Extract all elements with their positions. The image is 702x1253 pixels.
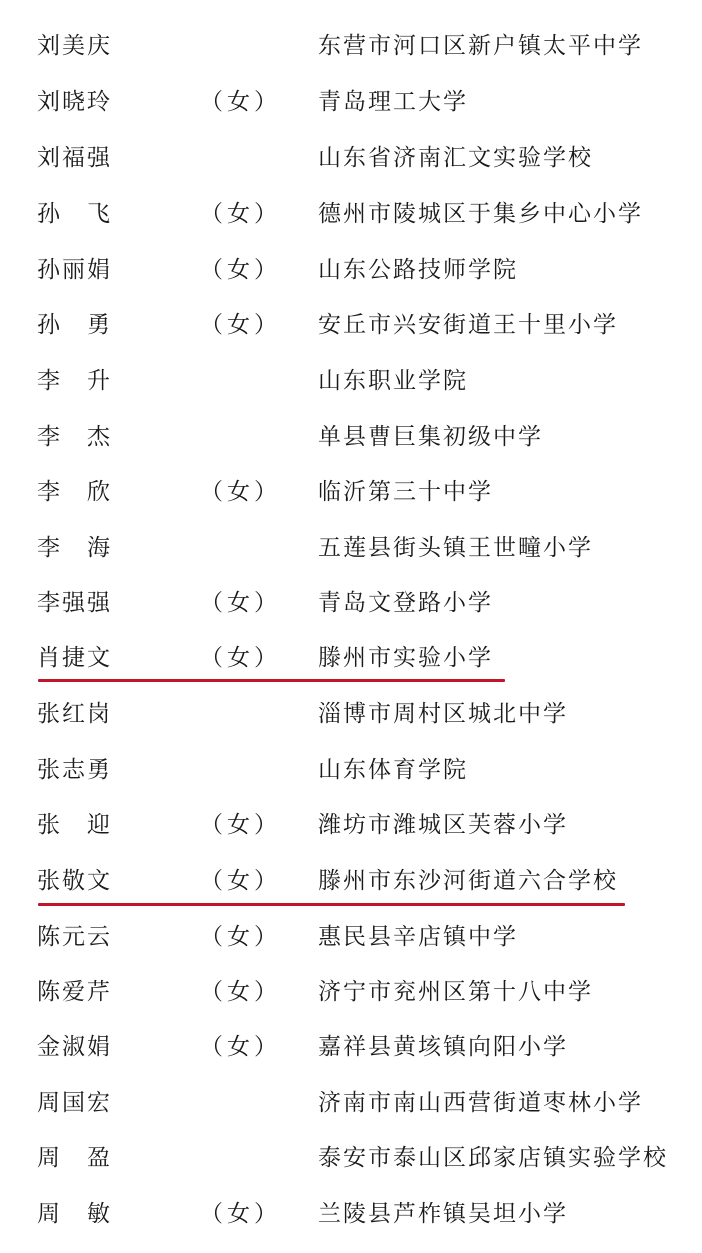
list-item bbox=[0, 575, 702, 631]
organization: 安丘市兴安街道王十里小学 bbox=[318, 312, 618, 338]
person-name: 陈爱芹 bbox=[37, 979, 112, 1005]
organization: 临沂第三十中学 bbox=[318, 479, 493, 505]
organization: 单县曹巨集初级中学 bbox=[318, 424, 543, 450]
organization: 青岛理工大学 bbox=[318, 89, 468, 115]
person-name: 孙丽娟 bbox=[37, 257, 112, 283]
gender-note: （女） bbox=[200, 312, 281, 338]
list-item bbox=[0, 686, 702, 742]
organization: 兰陵县芦柞镇吴坦小学 bbox=[318, 1201, 568, 1227]
gender-note: （女） bbox=[200, 479, 281, 505]
person-name: 李 欣 bbox=[37, 479, 112, 505]
organization: 淄博市周村区城北中学 bbox=[318, 701, 568, 727]
list-item bbox=[0, 18, 702, 74]
gender-note: （女） bbox=[200, 1034, 281, 1060]
organization: 滕州市实验小学 bbox=[318, 645, 493, 671]
organization: 潍坊市潍城区芙蓉小学 bbox=[318, 812, 568, 838]
gender-note: （女） bbox=[200, 257, 281, 283]
organization: 济宁市兖州区第十八中学 bbox=[318, 979, 593, 1005]
person-name: 周国宏 bbox=[37, 1090, 112, 1116]
list-item bbox=[0, 74, 702, 130]
list-item bbox=[0, 409, 702, 465]
organization: 东营市河口区新户镇太平中学 bbox=[318, 33, 643, 59]
person-name: 刘美庆 bbox=[37, 33, 112, 59]
red-underline bbox=[38, 903, 625, 906]
person-name: 周 敏 bbox=[37, 1201, 112, 1227]
organization: 泰安市泰山区邱家店镇实验学校 bbox=[318, 1145, 668, 1171]
organization: 德州市陵城区于集乡中心小学 bbox=[318, 201, 643, 227]
list-item bbox=[0, 297, 702, 353]
list-item bbox=[0, 520, 702, 576]
list-item bbox=[0, 742, 702, 798]
person-name: 张红岗 bbox=[37, 701, 112, 727]
person-name: 刘晓玲 bbox=[37, 89, 112, 115]
list-item bbox=[0, 1130, 702, 1186]
list-item bbox=[0, 186, 702, 242]
person-name: 李 海 bbox=[37, 535, 112, 561]
organization: 山东体育学院 bbox=[318, 757, 468, 783]
person-name: 金淑娟 bbox=[37, 1034, 112, 1060]
person-name: 陈元云 bbox=[37, 924, 112, 950]
list-item bbox=[0, 353, 702, 409]
person-name: 李强强 bbox=[37, 590, 112, 616]
gender-note: （女） bbox=[200, 201, 281, 227]
list-item bbox=[0, 464, 702, 520]
person-name: 李 杰 bbox=[37, 424, 112, 450]
organization: 山东公路技师学院 bbox=[318, 257, 518, 283]
person-name: 李 升 bbox=[37, 368, 112, 394]
list-item bbox=[0, 964, 702, 1020]
list-item bbox=[0, 630, 702, 686]
gender-note: （女） bbox=[200, 645, 281, 671]
organization: 五莲县街头镇王世疃小学 bbox=[318, 535, 593, 561]
list-item bbox=[0, 130, 702, 186]
organization: 嘉祥县黄垓镇向阳小学 bbox=[318, 1034, 568, 1060]
gender-note: （女） bbox=[200, 89, 281, 115]
list-item bbox=[0, 1075, 702, 1131]
organization: 山东职业学院 bbox=[318, 368, 468, 394]
person-name: 张敬文 bbox=[37, 868, 112, 894]
gender-note: （女） bbox=[200, 1201, 281, 1227]
person-name: 张 迎 bbox=[37, 812, 112, 838]
person-name: 张志勇 bbox=[37, 757, 112, 783]
organization: 山东省济南汇文实验学校 bbox=[318, 145, 593, 171]
person-name: 孙 飞 bbox=[37, 201, 112, 227]
list-item bbox=[0, 909, 702, 965]
person-name: 肖捷文 bbox=[37, 645, 112, 671]
gender-note: （女） bbox=[200, 924, 281, 950]
red-underline bbox=[38, 679, 505, 682]
list-item bbox=[0, 242, 702, 298]
gender-note: （女） bbox=[200, 590, 281, 616]
organization: 滕州市东沙河街道六合学校 bbox=[318, 868, 618, 894]
gender-note: （女） bbox=[200, 812, 281, 838]
list-item bbox=[0, 853, 702, 909]
gender-note: （女） bbox=[200, 868, 281, 894]
organization: 青岛文登路小学 bbox=[318, 590, 493, 616]
person-name: 孙 勇 bbox=[37, 312, 112, 338]
list-item bbox=[0, 1186, 702, 1242]
list-item bbox=[0, 797, 702, 853]
organization: 济南市南山西营街道枣林小学 bbox=[318, 1090, 643, 1116]
gender-note: （女） bbox=[200, 979, 281, 1005]
person-name: 周 盈 bbox=[37, 1145, 112, 1171]
person-name: 刘福强 bbox=[37, 145, 112, 171]
list-item bbox=[0, 1019, 702, 1075]
organization: 惠民县辛店镇中学 bbox=[318, 924, 518, 950]
